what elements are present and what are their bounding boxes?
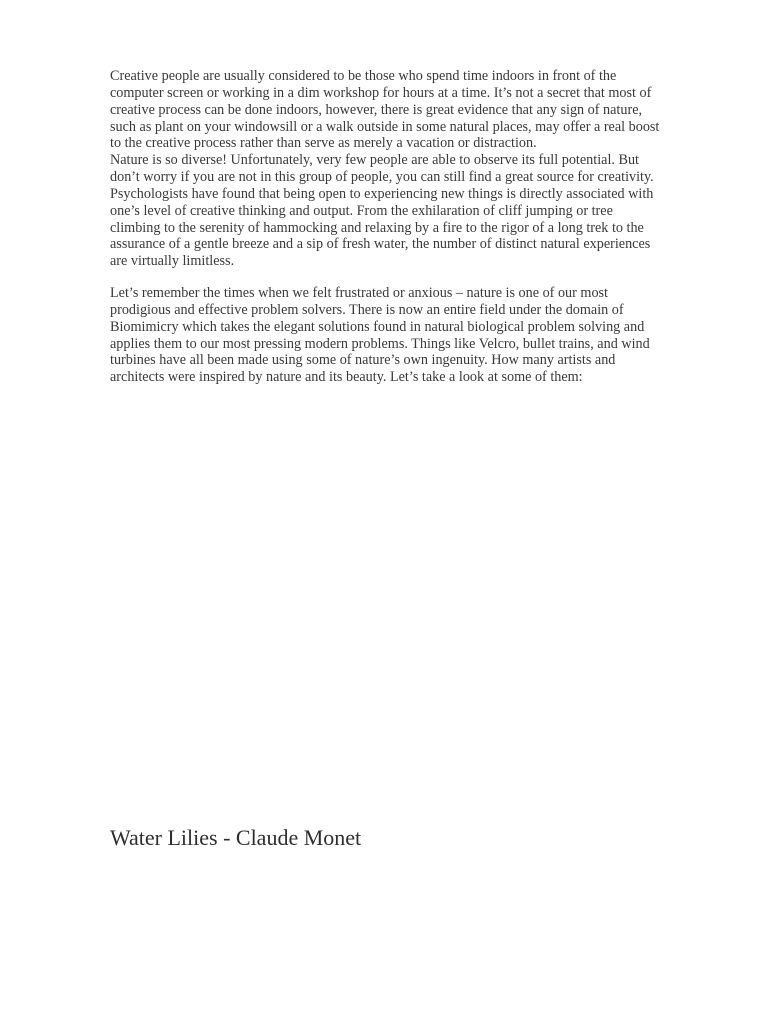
text-line: Creative people are usually considered to be those who spend time indoors in front of the <box>110 68 617 84</box>
text-line: prodigious and effective problem solvers. There is now an entire field under the domain of <box>110 301 624 318</box>
paragraph-nature-diverse <box>110 152 710 270</box>
text-line: such as plant on your windowsill or a walk outside in some natural places, may offer a real boost <box>110 118 660 135</box>
section-heading: Water Lilies - Claude Monet <box>110 825 362 850</box>
text-line: Nature is so diverse! Unfortunately, very few people are able to observe its full potential. But <box>110 152 639 169</box>
text-line: turbines have all been made using some of nature’s own ingenuity. How many artists and <box>110 352 616 369</box>
problem-solvers-text-block <box>110 285 710 386</box>
text-line: applies them to our most pressing modern problems. Things like Velcro, bullet trains, and wind <box>110 335 650 352</box>
text-line: Let’s remember the times when we felt frustrated or anxious – nature is one of our most <box>110 285 608 301</box>
paragraph-problem-solvers <box>110 285 710 386</box>
text-line: one’s level of creative thinking and output. From the exhilaration of cliff jumping or tree <box>110 202 613 219</box>
text-line: creative process can be done indoors, however, there is great evidence that any sign of nature, <box>110 101 643 118</box>
text-line: architects were inspired by nature and its beauty. Let’s take a look at some of them: <box>110 369 583 386</box>
text-line: don’t worry if you are not in this group of people, you can still find a great source for creativity. <box>110 169 654 186</box>
paragraph-creative-people <box>110 68 710 152</box>
text-line: Biomimicry which takes the elegant solutions found in natural biological problem solving and <box>110 318 645 335</box>
text-line: Psychologists have found that being open to experiencing new things is directly associated with <box>110 185 654 202</box>
text-line: computer screen or working in a dim workshop for hours at a time. It’s not a secret that most of <box>110 84 652 101</box>
text-line: are virtually limitless. <box>110 253 235 270</box>
intro-text-block <box>110 68 710 270</box>
text-line: assurance of a gentle breeze and a sip of fresh water, the number of distinct natural experiences <box>110 236 651 253</box>
text-line: climbing to the serenity of hammocking and relaxing by a fire to the rigor of a long trek to the <box>110 219 644 236</box>
text-line: to the creative process rather than serve as merely a vacation or distraction. <box>110 135 537 152</box>
